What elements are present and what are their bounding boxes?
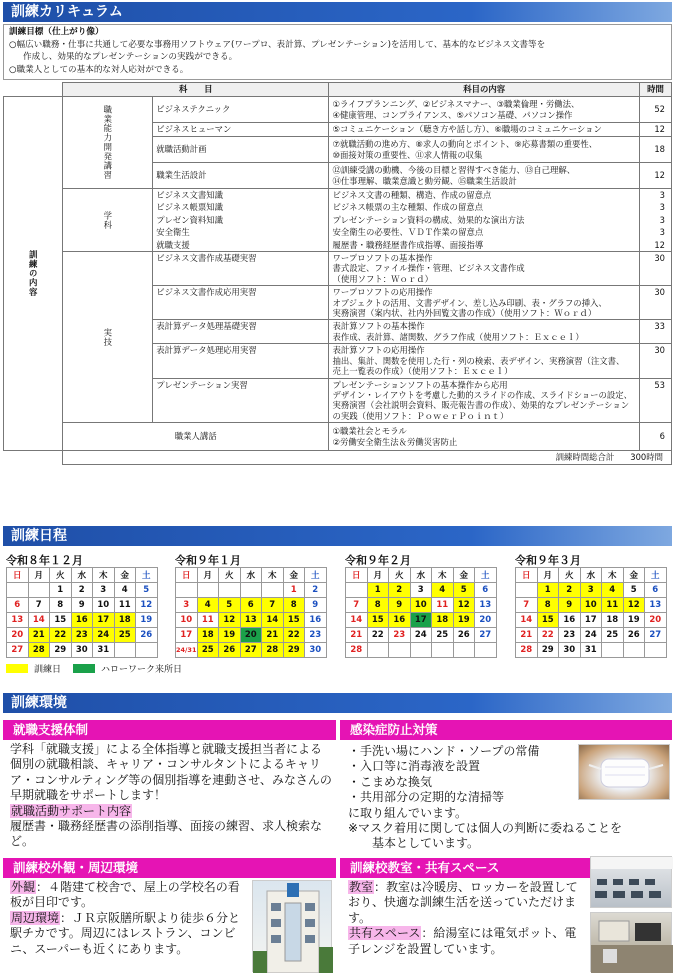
calendar-day: 2 — [305, 583, 327, 598]
calendar-day — [240, 583, 262, 598]
calendar-day: 31 — [93, 643, 115, 658]
calendar-day — [367, 643, 389, 658]
panel-title-exterior: 訓練校外観・周辺環境 — [3, 858, 336, 878]
calendar-day: 7 — [346, 598, 368, 613]
goal-line: ○職業人としての基本的な対人応対ができる。 — [9, 64, 189, 75]
calendar-day: 24 — [93, 628, 115, 643]
support-text: 学科「就職支援」による全体指導と就職支援担当者による個別の就職相談、キャリア・コンサルタントによるキャリア・コンサルティング等の個別指導を連動させ、みなさんの早期就職をサポートします！ — [10, 742, 332, 803]
calendar-day: 29 — [283, 643, 305, 658]
curriculum-row — [4, 423, 672, 451]
month-title: 令和９年３月 — [515, 554, 581, 567]
calendar-day: 4 — [602, 583, 624, 598]
weekday-header: 日 — [7, 568, 29, 583]
subject-hours: 3 — [639, 226, 671, 238]
calendar-day: 6 — [645, 583, 667, 598]
section-header-curriculum: 訓練カリキュラム — [3, 2, 672, 22]
calendar-day: 30 — [305, 643, 327, 658]
subject-hours: 18 — [639, 137, 671, 163]
month-title: 令和９年１月 — [175, 554, 241, 567]
infection-item: ・こまめな換気 — [348, 774, 433, 789]
panel-body-classroom — [348, 880, 584, 957]
calendar-day: 17 — [176, 628, 198, 643]
calendar-day: 26 — [136, 628, 158, 643]
calendar-day: 12 — [453, 598, 475, 613]
calendar-day — [516, 583, 538, 598]
subject-hours: 12 — [639, 123, 671, 137]
subject-name: ビジネス文書作成応用実習 — [153, 286, 329, 320]
calendar-day: 12 — [623, 598, 645, 613]
calendar-day: 18 — [114, 613, 136, 628]
curriculum-table — [3, 82, 672, 465]
calendar-day: 15 — [367, 613, 389, 628]
calendar-day: 25 — [114, 628, 136, 643]
subject-hours: 12 — [639, 163, 671, 189]
calendar-day: 23 — [305, 628, 327, 643]
subject-content: 安全衛生の必要性、ＶＤＴ作業の留意点 — [329, 226, 640, 238]
calendar-day: 22 — [537, 628, 559, 643]
infection-item: ・手洗い場にハンド・ソープの常備 — [348, 744, 540, 758]
calendar-day: 8 — [50, 598, 72, 613]
calendar-day: 9 — [559, 598, 581, 613]
calendar-day: 10 — [410, 598, 432, 613]
subject-hours: 3 — [639, 214, 671, 226]
calendar-day — [432, 643, 454, 658]
calendar-day: 19 — [623, 613, 645, 628]
panel-body-exterior — [10, 880, 248, 957]
calendar-day: 4 — [197, 598, 219, 613]
panel-body-support — [10, 742, 332, 850]
subject-hours: 30 — [639, 252, 671, 286]
weekday-header: 土 — [305, 568, 327, 583]
calendar-day: 25 — [602, 628, 624, 643]
calendar-day: 19 — [453, 613, 475, 628]
calendar-day: 15 — [537, 613, 559, 628]
group-label: 職業能力開発講習 — [63, 97, 153, 189]
calendar-day: 2 — [389, 583, 411, 598]
curriculum-row — [4, 189, 672, 202]
calendar-day: 20 — [475, 613, 497, 628]
calendar-day: 6 — [7, 598, 29, 613]
classroom-text: ：教室は冷暖房、ロッカーを設置しており、快適な訓練生活を送っていただけます。 — [348, 880, 578, 925]
curriculum-row — [4, 252, 672, 286]
calendar-day: 30 — [71, 643, 93, 658]
subject-content: ①ライフプランニング、②ビジネスマナー、③職業倫理・労働法、 ④健康管理、コンプライアンス、⑤パソコン基礎、パソコン操作 — [329, 97, 640, 123]
goals-title: 訓練目標（仕上がり像） — [9, 27, 104, 37]
infection-item: ・共用部分の定期的な清掃等 — [348, 790, 505, 805]
panel-title-support: 就職支援体制 — [3, 720, 336, 740]
calendar-day: 4 — [432, 583, 454, 598]
calendar-day: 8 — [283, 598, 305, 613]
training-goals — [3, 24, 672, 80]
curriculum-row — [4, 97, 672, 123]
calendar-day: 7 — [28, 598, 50, 613]
section-header-environment: 訓練環境 — [3, 693, 672, 713]
subject-hours: 30 — [639, 344, 671, 378]
group-label: 実技 — [63, 252, 153, 423]
month-calendar — [175, 552, 327, 658]
calendar-day: 18 — [197, 628, 219, 643]
subject-hours: 3 — [639, 189, 671, 202]
subject-content: ⑦就職活動の進め方、⑧求人の動向とポイント、⑨応募書類の重要性、 ⑩面接対策の重要性、⑪求人情報の収集 — [329, 137, 640, 163]
calendar-day: 11 — [432, 598, 454, 613]
calendar-day: 11 — [114, 598, 136, 613]
total-label: 訓練時間総合計 — [555, 452, 615, 463]
weekday-header: 日 — [516, 568, 538, 583]
calendar-day: 26 — [623, 628, 645, 643]
calendar-day: 28 — [262, 643, 284, 658]
calendar-day: 21 — [262, 628, 284, 643]
building-image — [253, 881, 333, 973]
total-hours — [63, 451, 672, 465]
exterior-label: 外観 — [11, 880, 36, 894]
header-hours: 時間 — [639, 83, 671, 97]
subject-name: プレゼンテーション実習 — [153, 378, 329, 423]
calendar-day: 14 — [516, 613, 538, 628]
classroom-image — [591, 857, 673, 909]
kitchen-photo — [590, 912, 672, 972]
calendar-day: 8 — [537, 598, 559, 613]
calendar-day: 31 — [580, 643, 602, 658]
weekday-header: 金 — [283, 568, 305, 583]
support-subtitle: 就職活動サポート内容 — [11, 803, 132, 818]
panel-title-infection: 感染症防止対策 — [340, 720, 672, 740]
weekday-header: 土 — [475, 568, 497, 583]
calendar-day: 13 — [645, 598, 667, 613]
calendar-day: 29 — [537, 643, 559, 658]
calendar-day: 17 — [93, 613, 115, 628]
subject-hours: 30 — [639, 286, 671, 320]
subject-hours: 3 — [639, 201, 671, 213]
calendar-day: 3 — [93, 583, 115, 598]
classroom-label: 教室 — [349, 880, 374, 894]
classroom-photo — [590, 856, 672, 908]
shared-space-text: ：給湯室には電気ポット、電子レンジを設置しています。 — [348, 926, 577, 956]
calendar-day: 30 — [559, 643, 581, 658]
subject-name: 職業生活設計 — [153, 163, 329, 189]
mask-photo — [578, 744, 670, 800]
subject-content: 履歴書・職務経歴書作成指導、面接指導 — [329, 239, 640, 252]
calendar-day: 3 — [176, 598, 198, 613]
subject-name: 就職支援 — [153, 239, 329, 252]
subject-name: プレゼン資料知識 — [153, 214, 329, 226]
month-title: 令和９年２月 — [345, 554, 411, 567]
calendar-day: 15 — [50, 613, 72, 628]
calendar-day — [114, 643, 136, 658]
calendar-day — [7, 583, 29, 598]
calendar-day — [346, 583, 368, 598]
goal-line: 作成し、効果的なプレゼンテーションの実践ができる。 — [23, 52, 238, 62]
subject-name: ビジネス文書作成基礎実習 — [153, 252, 329, 286]
calendar-day: 4 — [114, 583, 136, 598]
weekday-header: 水 — [410, 568, 432, 583]
calendar-day: 3 — [410, 583, 432, 598]
surroundings-label: 周辺環境 — [11, 910, 60, 925]
calendar-day — [645, 643, 667, 658]
calendar-day: 1 — [283, 583, 305, 598]
calendar-day: 28 — [28, 643, 50, 658]
subject-hours: 6 — [639, 423, 671, 451]
calendar-day: 12 — [219, 613, 241, 628]
header-content: 科目の内容 — [329, 83, 640, 97]
calendar-day: 20 — [240, 628, 262, 643]
weekday-header: 火 — [389, 568, 411, 583]
calendar-day: 23 — [389, 628, 411, 643]
calendar-day: 18 — [432, 613, 454, 628]
calendar-day — [136, 643, 158, 658]
subject-content: 表計算ソフトの応用操作 抽出、集計、関数を使用した行・列の検索、表デザイン、実務演習（注文書、 売上一覧表の作成）（使用ソフト：Ｅｘｃｅｌ） — [329, 344, 640, 378]
total-value: 300時間 — [630, 452, 663, 463]
header-subject: 科 目 — [63, 83, 329, 97]
calendar-day — [453, 643, 475, 658]
legend-swatch-training — [6, 664, 28, 673]
subject-name: 安全衛生 — [153, 226, 329, 238]
weekday-header: 日 — [346, 568, 368, 583]
exterior-text: ：４階建て校舎で、屋上の学校名の看板が目印です。 — [10, 880, 240, 910]
calendar-day: 14 — [262, 613, 284, 628]
weekday-header: 水 — [580, 568, 602, 583]
infection-item: ・入口等に消毒液を設置 — [348, 759, 481, 774]
calendar-day: 15 — [283, 613, 305, 628]
calendar-day: 5 — [623, 583, 645, 598]
subject-name: ビジネステクニック — [153, 97, 329, 123]
calendar-day: 18 — [602, 613, 624, 628]
weekday-header: 土 — [136, 568, 158, 583]
calendar-day: 5 — [219, 598, 241, 613]
subject-content: プレゼンテーションソフトの基本操作から応用 デザイン・レイアウトを考慮した動的スライドの作成、スライドショーの設定、 実務演習（会社説明会資料、販売報告書の作成）、効果的なプレゼンテーション の実践（使用ソフト：ＰｏｗｅｒＰｏｉｎｔ） — [329, 378, 640, 423]
weekday-header: 金 — [114, 568, 136, 583]
calendar-day: 21 — [516, 628, 538, 643]
weekday-header: 月 — [367, 568, 389, 583]
calendar-day: 21 — [346, 628, 368, 643]
calendar-day: 16 — [389, 613, 411, 628]
weekday-header: 金 — [623, 568, 645, 583]
month-title: 令和８年１２月 — [6, 554, 83, 567]
calendar-day — [176, 583, 198, 598]
weekday-header: 火 — [559, 568, 581, 583]
calendar-day: 27 — [7, 643, 29, 658]
calendar-day: 12 — [136, 598, 158, 613]
subject-content: ①職業社会とモラル ②労働安全衛生法＆労働災害防止 — [329, 423, 640, 451]
weekday-header: 木 — [602, 568, 624, 583]
calendar-day: 23 — [559, 628, 581, 643]
weekday-header: 木 — [432, 568, 454, 583]
calendar-day: 16 — [71, 613, 93, 628]
calendar-day: 13 — [240, 613, 262, 628]
calendar-day: 26 — [453, 628, 475, 643]
calendar-day: 2 — [559, 583, 581, 598]
calendar-day: 23 — [71, 628, 93, 643]
weekday-header: 水 — [71, 568, 93, 583]
calendar-day: 7 — [262, 598, 284, 613]
calendar-day: 16 — [559, 613, 581, 628]
calendar-day: 28 — [346, 643, 368, 658]
weekday-header: 水 — [240, 568, 262, 583]
calendar-day: 25 — [432, 628, 454, 643]
calendar-day: 9 — [71, 598, 93, 613]
weekday-header: 月 — [28, 568, 50, 583]
calendar-day: 3 — [580, 583, 602, 598]
calendar-day: 7 — [516, 598, 538, 613]
calendar-day — [623, 643, 645, 658]
subject-name: 表計算データ処理応用実習 — [153, 344, 329, 378]
calendar-day: 2 — [71, 583, 93, 598]
calendar-day: 19 — [136, 613, 158, 628]
weekday-header: 月 — [537, 568, 559, 583]
subject-name: 職業人講話 — [63, 423, 329, 451]
calendar-day: 16 — [305, 613, 327, 628]
calendar-day — [410, 643, 432, 658]
subject-name: ビジネスヒューマン — [153, 123, 329, 137]
calendar-day: 19 — [219, 628, 241, 643]
calendar-day: 21 — [28, 628, 50, 643]
panel-title-classroom: 訓練校教室・共有スペース — [340, 858, 590, 878]
calendar-day: 14 — [28, 613, 50, 628]
weekday-header: 土 — [645, 568, 667, 583]
subject-hours: 53 — [639, 378, 671, 423]
calendar-day: 24/31 — [176, 643, 198, 658]
calendar-day: 11 — [602, 598, 624, 613]
weekday-header: 木 — [93, 568, 115, 583]
calendar-day: 28 — [516, 643, 538, 658]
calendar-day: 24 — [410, 628, 432, 643]
subject-content: ワープロソフトの応用操作 オブジェクトの活用、文書デザイン、差し込み印刷、表・グラフの挿入、 実務演習（案内状、社内外回覧文書の作成）（使用ソフト：Ｗｏｒｄ） — [329, 286, 640, 320]
calendar-day: 17 — [410, 613, 432, 628]
group-label: 学科 — [63, 189, 153, 252]
weekday-header: 金 — [453, 568, 475, 583]
subject-hours: 12 — [639, 239, 671, 252]
calendar-day — [262, 583, 284, 598]
calendar-day: 25 — [197, 643, 219, 658]
calendar-day: 22 — [283, 628, 305, 643]
calendar-day — [28, 583, 50, 598]
goal-line: ○幅広い職務・仕事に共通して必要な事務用ソフトウェア(ワープロ、表計算、プレゼンテーション)を活用して、基本的なビジネス文書等を — [9, 39, 546, 50]
subject-content: 表計算ソフトの基本操作 表作成、表計算、諸関数、グラフ作成（使用ソフト：Ｅｘｃｅｌ） — [329, 320, 640, 344]
calendar-day: 20 — [645, 613, 667, 628]
subject-content: ⑤コミュニケーション（聴き方や話し方）、⑥職場のコミュニケーション — [329, 123, 640, 137]
calendar-day: 13 — [475, 598, 497, 613]
calendar-day — [602, 643, 624, 658]
calendar-day: 9 — [389, 598, 411, 613]
calendar-day: 1 — [50, 583, 72, 598]
outer-label: 訓練の内容 — [4, 97, 63, 451]
infection-tail: に取り組んでいます。 — [348, 805, 468, 820]
subject-content: ⑫訓練受講の動機、今後の目標と習得すべき能力、⑬自己理解、 ⑭仕事理解、職業意識と動労観、⑮職業生活設計 — [329, 163, 640, 189]
calendar-day: 29 — [50, 643, 72, 658]
infection-note: 基本としています。 — [372, 836, 480, 851]
calendar-day: 20 — [7, 628, 29, 643]
calendar-day: 8 — [367, 598, 389, 613]
calendar-day — [475, 643, 497, 658]
building-photo — [252, 880, 332, 972]
calendar-day: 27 — [645, 628, 667, 643]
subject-content: ビジネス文書の種類、構造、作成の留意点 — [329, 189, 640, 202]
subject-name: ビジネス文書知識 — [153, 189, 329, 202]
subject-name: 就職活動計画 — [153, 137, 329, 163]
calendar-day: 17 — [580, 613, 602, 628]
weekday-header: 火 — [50, 568, 72, 583]
calendar-day: 22 — [367, 628, 389, 643]
calendar-day: 22 — [50, 628, 72, 643]
weekday-header: 木 — [262, 568, 284, 583]
weekday-header: 日 — [176, 568, 198, 583]
subject-content: ワープロソフトの基本操作 書式設定、ファイル操作・管理、ビジネス文書作成 （使用ソフト：Ｗｏｒｄ） — [329, 252, 640, 286]
calendar-legend — [6, 662, 182, 675]
calendar-day: 6 — [240, 598, 262, 613]
calendar-day: 27 — [240, 643, 262, 658]
subject-hours: 33 — [639, 320, 671, 344]
month-calendar — [515, 552, 667, 658]
legend-training: 訓練日 — [34, 665, 62, 675]
legend-hellowork: ハローワーク来所日 — [101, 665, 183, 675]
month-calendar — [345, 552, 497, 658]
calendar-day — [219, 583, 241, 598]
calendar-day: 26 — [219, 643, 241, 658]
calendar-day: 5 — [453, 583, 475, 598]
legend-swatch-hellowork — [73, 664, 95, 673]
calendar-day: 10 — [93, 598, 115, 613]
infection-note: ※マスク着用に関しては個人の判断に委ねることを — [348, 821, 623, 836]
calendar-day: 10 — [580, 598, 602, 613]
calendar-day — [389, 643, 411, 658]
section-header-schedule: 訓練日程 — [3, 526, 672, 546]
shared-space-label: 共有スペース — [349, 926, 421, 941]
calendar-day: 11 — [197, 613, 219, 628]
subject-name: 表計算データ処理基礎実習 — [153, 320, 329, 344]
calendar-day: 10 — [176, 613, 198, 628]
weekday-header: 火 — [219, 568, 241, 583]
subject-hours: 52 — [639, 97, 671, 123]
mask-image — [579, 745, 671, 801]
calendar-day — [197, 583, 219, 598]
kitchen-image — [591, 913, 673, 973]
calendar-day: 24 — [580, 628, 602, 643]
subject-content: プレゼンテーション資料の構成、効果的な演出方法 — [329, 214, 640, 226]
weekday-header: 月 — [197, 568, 219, 583]
calendar-day: 9 — [305, 598, 327, 613]
calendar-day: 14 — [346, 613, 368, 628]
subject-name: ビジネス帳票知識 — [153, 201, 329, 213]
calendar-day: 1 — [367, 583, 389, 598]
calendar-day: 1 — [537, 583, 559, 598]
calendar-day: 13 — [7, 613, 29, 628]
calendar-day: 5 — [136, 583, 158, 598]
surroundings-text: ：ＪＲ京阪膳所駅より徒歩６分と駅チカです。周辺にはレストラン、コンビニ、スーパーも近くにあります。 — [10, 910, 241, 956]
calendar-day: 27 — [475, 628, 497, 643]
month-calendar — [6, 552, 158, 658]
subject-content: ビジネス帳票の主な種類、作成の留意点 — [329, 201, 640, 213]
support-subtext: 履歴書・職務経歴書の添削指導、面接の練習、求人検索など。 — [10, 819, 323, 849]
calendar-day: 6 — [475, 583, 497, 598]
